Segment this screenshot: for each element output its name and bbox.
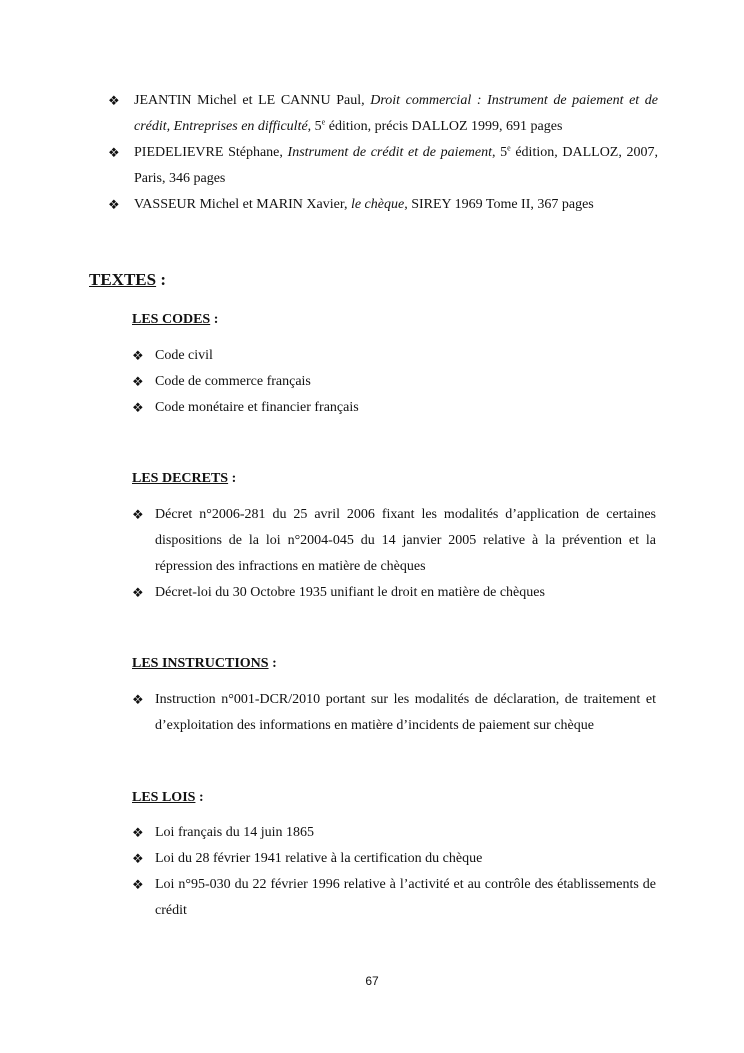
- textes-heading-label: TEXTES: [89, 270, 157, 289]
- lois-heading-colon: :: [195, 790, 204, 805]
- list-item-text: Loi du 28 février 1941 relative à la certification du chèque: [155, 851, 483, 866]
- lois-heading-label: LES LOIS: [132, 790, 196, 805]
- entry-title: Instrument de crédit et de paiement: [287, 145, 492, 160]
- list-item: [132, 502, 656, 580]
- instructions-heading: [132, 656, 277, 672]
- decrets-heading-colon: :: [228, 471, 237, 486]
- entry-publisher: , SIREY 1969 Tome II, 367 pages: [404, 197, 594, 212]
- lois-list: [132, 820, 656, 924]
- diamond-bullet-icon: ❖: [132, 692, 144, 707]
- entry-edition: , 5: [491, 145, 508, 160]
- entry-title: le chèque: [350, 197, 405, 212]
- bibliography-entry: [108, 88, 658, 140]
- list-item: [132, 820, 656, 846]
- entry-publisher: édition, précis DALLOZ 1999, 691 pages: [325, 119, 563, 134]
- diamond-bullet-icon: ❖: [108, 93, 120, 108]
- list-item: [132, 343, 656, 369]
- textes-heading: [89, 270, 166, 290]
- diamond-bullet-icon: ❖: [132, 374, 144, 389]
- entry-title: Droit commercial : Instrument de paiement et de crédit, Entreprises en difficulté: [134, 93, 659, 134]
- decrets-heading-label: LES DECRETS: [132, 471, 229, 486]
- codes-heading-label: LES CODES: [132, 312, 211, 327]
- diamond-bullet-icon: ❖: [132, 400, 144, 415]
- decrets-heading: [132, 471, 236, 487]
- bibliography-entry: [108, 140, 658, 192]
- instructions-heading-label: LES INSTRUCTIONS: [132, 656, 269, 671]
- diamond-bullet-icon: ❖: [108, 197, 120, 212]
- page-number: 67: [365, 974, 379, 988]
- decrets-list: [132, 502, 656, 606]
- entry-author: JEANTIN Michel et LE CANNU Paul,: [134, 93, 371, 108]
- lois-heading: [132, 790, 204, 806]
- entry-edition-sup: e: [507, 143, 511, 153]
- diamond-bullet-icon: ❖: [132, 348, 144, 363]
- entry-edition: , 5: [307, 119, 322, 134]
- entry-author: PIEDELIEVRE Stéphane,: [134, 145, 288, 160]
- entry-publisher: édition, DALLOZ, 2007, Paris, 346 pages: [134, 145, 659, 186]
- diamond-bullet-icon: ❖: [132, 877, 144, 892]
- codes-list: [132, 343, 656, 421]
- list-item-text: Code monétaire et financier français: [155, 400, 359, 415]
- diamond-bullet-icon: ❖: [132, 851, 144, 866]
- list-item: [132, 395, 656, 421]
- diamond-bullet-icon: ❖: [132, 825, 144, 840]
- instructions-list: [132, 687, 656, 739]
- diamond-bullet-icon: ❖: [132, 585, 144, 600]
- list-item-text: Décret-loi du 30 Octobre 1935 unifiant le droit en matière de chèques: [155, 585, 545, 600]
- textes-heading-colon: :: [156, 270, 167, 289]
- bibliography-entry: [108, 192, 658, 218]
- list-item-text: Code de commerce français: [155, 374, 311, 389]
- list-item-text: Loi n°95-030 du 22 février 1996 relative à l’activité et au contrôle des établissements de crédit: [155, 877, 656, 918]
- list-item: [132, 369, 656, 395]
- list-item: [132, 687, 656, 739]
- list-item: [132, 872, 656, 924]
- list-item: [132, 580, 656, 606]
- entry-edition-sup: e: [321, 117, 326, 127]
- instructions-heading-colon: :: [268, 656, 277, 671]
- list-item-text: Instruction n°001-DCR/2010 portant sur les modalités de déclaration, de traitement et d’exploitation des informations en matière d’incidents de paiement sur chèque: [155, 692, 656, 733]
- codes-heading-colon: :: [210, 312, 219, 327]
- list-item-text: Loi français du 14 juin 1865: [155, 825, 315, 840]
- entry-author: VASSEUR Michel et MARIN Xavier,: [134, 197, 351, 212]
- diamond-bullet-icon: ❖: [132, 507, 144, 522]
- codes-heading: [132, 312, 218, 328]
- bibliography-list: [108, 88, 658, 218]
- list-item-text: Code civil: [155, 348, 213, 363]
- list-item: [132, 846, 656, 872]
- diamond-bullet-icon: ❖: [108, 145, 120, 160]
- list-item-text: Décret n°2006-281 du 25 avril 2006 fixant les modalités d’application de certaines dispositions de la loi n°2004-045 du 14 janvier 2005 relative à la prévention et la répression des infractions en matière de chèques: [155, 507, 656, 574]
